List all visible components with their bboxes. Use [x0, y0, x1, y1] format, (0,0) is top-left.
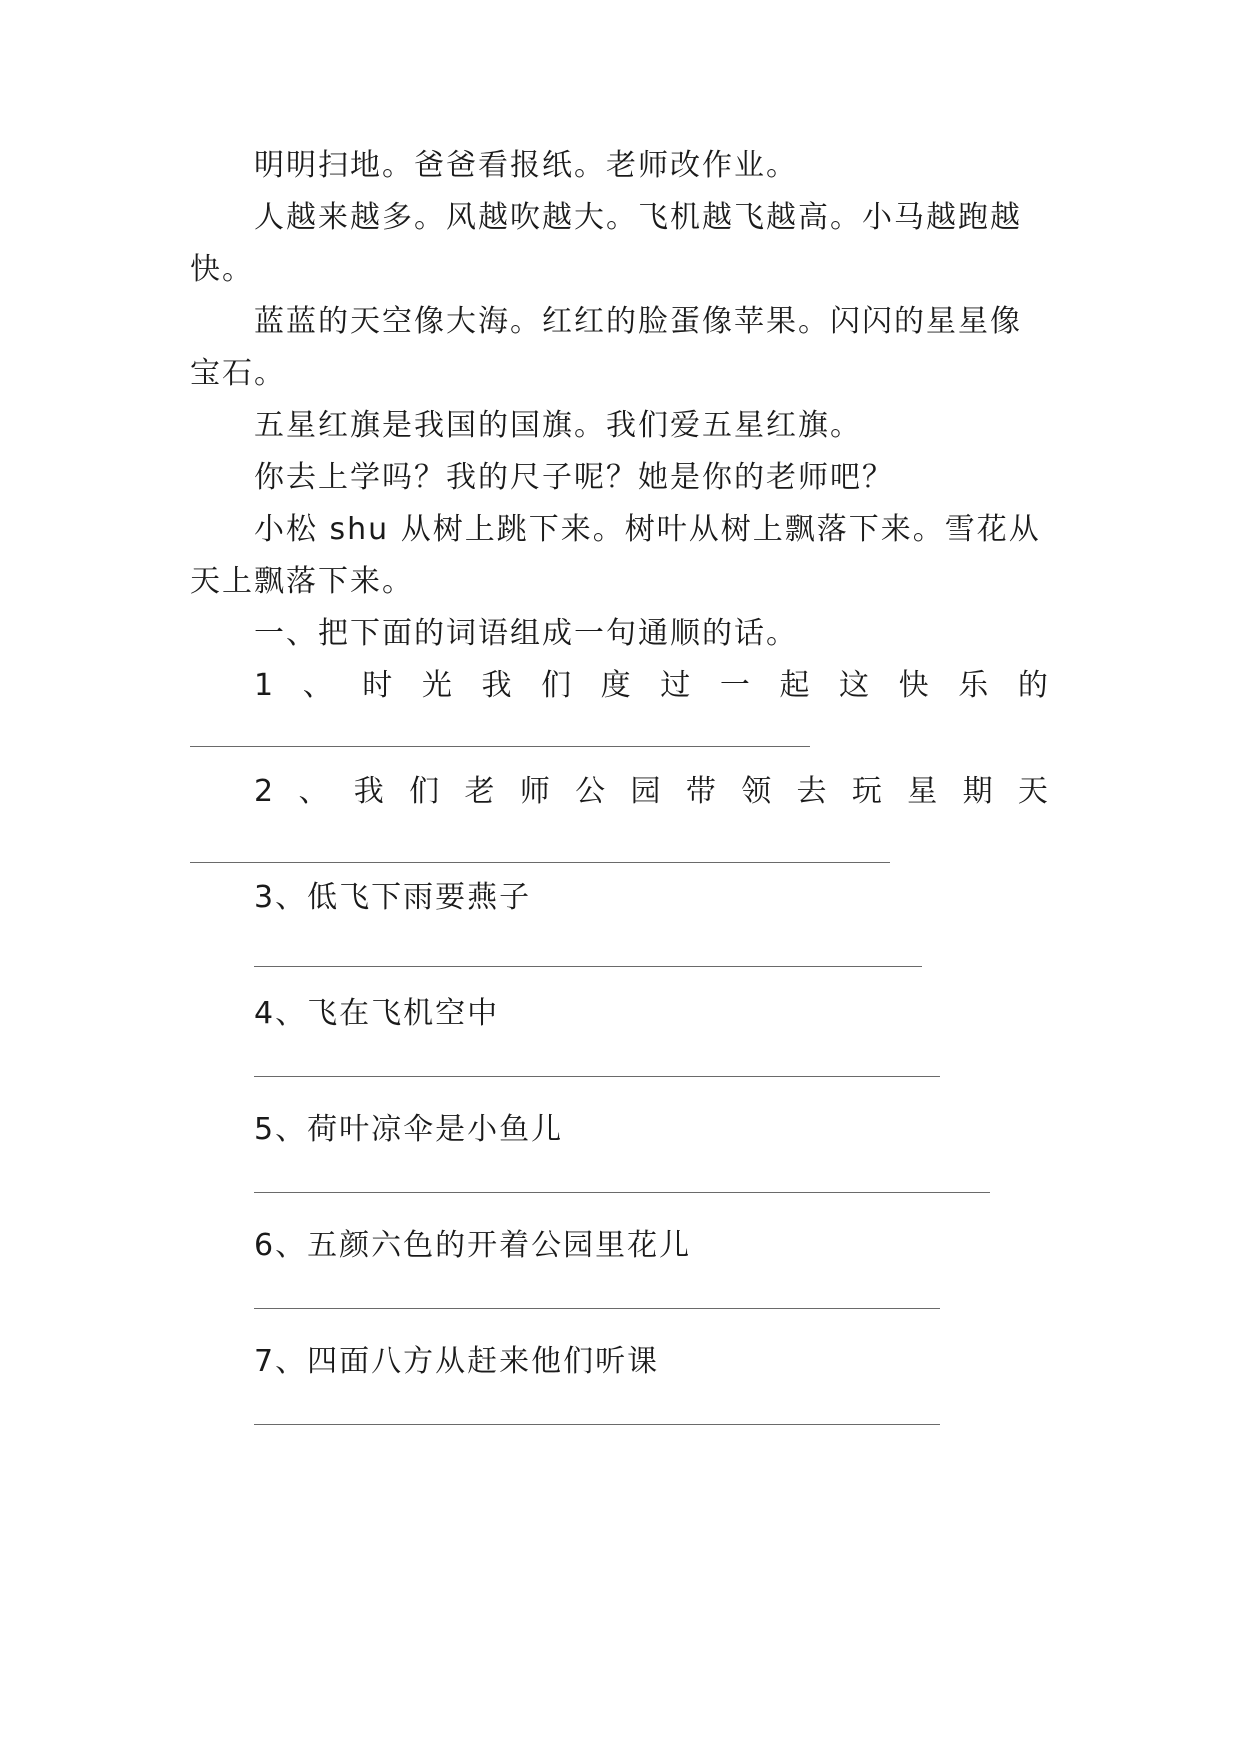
exercise-item-7: 7、四面八方从赶来他们听课: [254, 1344, 660, 1379]
item-2-token: 领: [741, 774, 774, 809]
item-2-token: 天: [1017, 774, 1050, 809]
paragraph-3-line-1: 蓝蓝的天空像大海。红红的脸蛋像苹果。闪闪的星星像: [254, 304, 1022, 339]
item-2-token: 师: [519, 774, 552, 809]
answer-line-7[interactable]: [254, 1424, 940, 1425]
paragraph-2-line-2: 快。: [190, 252, 254, 287]
item-2-token: 星: [907, 774, 940, 809]
item-2-token: 、: [298, 774, 331, 809]
exercise-item-6: 6、五颜六色的开着公园里花儿: [254, 1228, 692, 1263]
answer-line-4[interactable]: [254, 1076, 940, 1077]
item-1-token: 时: [362, 668, 395, 703]
item-2-token: 们: [409, 774, 442, 809]
item-1-token: 光: [421, 668, 454, 703]
answer-line-5[interactable]: [254, 1192, 990, 1193]
item-2-token: 我: [353, 774, 386, 809]
exercise-item-4: 4、飞在飞机空中: [254, 996, 500, 1031]
exercise-item-5: 5、荷叶凉伞是小鱼儿: [254, 1112, 564, 1147]
item-1-token: 快: [898, 668, 931, 703]
item-2-token: 玩: [851, 774, 884, 809]
item-1-token: 们: [541, 668, 574, 703]
answer-line-6[interactable]: [254, 1308, 940, 1309]
item-2-token: 2: [254, 774, 276, 809]
item-2-token: 带: [685, 774, 718, 809]
paragraph-6-line-1: 小松 shu 从树上跳下来。树叶从树上飘落下来。雪花从: [254, 512, 1041, 547]
item-2-token: 公: [575, 774, 608, 809]
answer-line-3[interactable]: [254, 966, 922, 967]
item-2-token: 期: [962, 774, 995, 809]
item-2-token: 去: [796, 774, 829, 809]
answer-line-1[interactable]: [190, 746, 810, 747]
item-1-token: 我: [481, 668, 514, 703]
item-1-token: 一: [719, 668, 752, 703]
paragraph-3-line-2: 宝石。: [190, 356, 286, 391]
exercise-item-3: 3、低飞下雨要燕子: [254, 880, 532, 915]
item-1-token: 、: [302, 668, 335, 703]
item-1-token: 1: [254, 668, 276, 703]
paragraph-6-line-2: 天上飘落下来。: [190, 564, 414, 599]
item-2-token: 园: [630, 774, 663, 809]
item-1-token: 度: [600, 668, 633, 703]
paragraph-4: 五星红旗是我国的国旗。我们爱五星红旗。: [254, 408, 862, 443]
item-1-token: 乐: [958, 668, 991, 703]
item-2-token: 老: [464, 774, 497, 809]
item-1-token: 这: [839, 668, 872, 703]
paragraph-2-line-1: 人越来越多。风越吹越大。飞机越飞越高。小马越跑越: [254, 200, 1022, 235]
paragraph-1: 明明扫地。爸爸看报纸。老师改作业。: [254, 148, 798, 183]
item-1-token: 起: [779, 668, 812, 703]
exercise-heading: 一、把下面的词语组成一句通顺的话。: [254, 616, 798, 651]
exercise-item-1: [254, 666, 1050, 706]
item-1-token: 过: [660, 668, 693, 703]
item-1-token: 的: [1017, 668, 1050, 703]
answer-line-2[interactable]: [190, 862, 890, 863]
exercise-item-2: [254, 772, 1050, 812]
paragraph-5: 你去上学吗？我的尺子呢？她是你的老师吧？: [254, 460, 894, 495]
